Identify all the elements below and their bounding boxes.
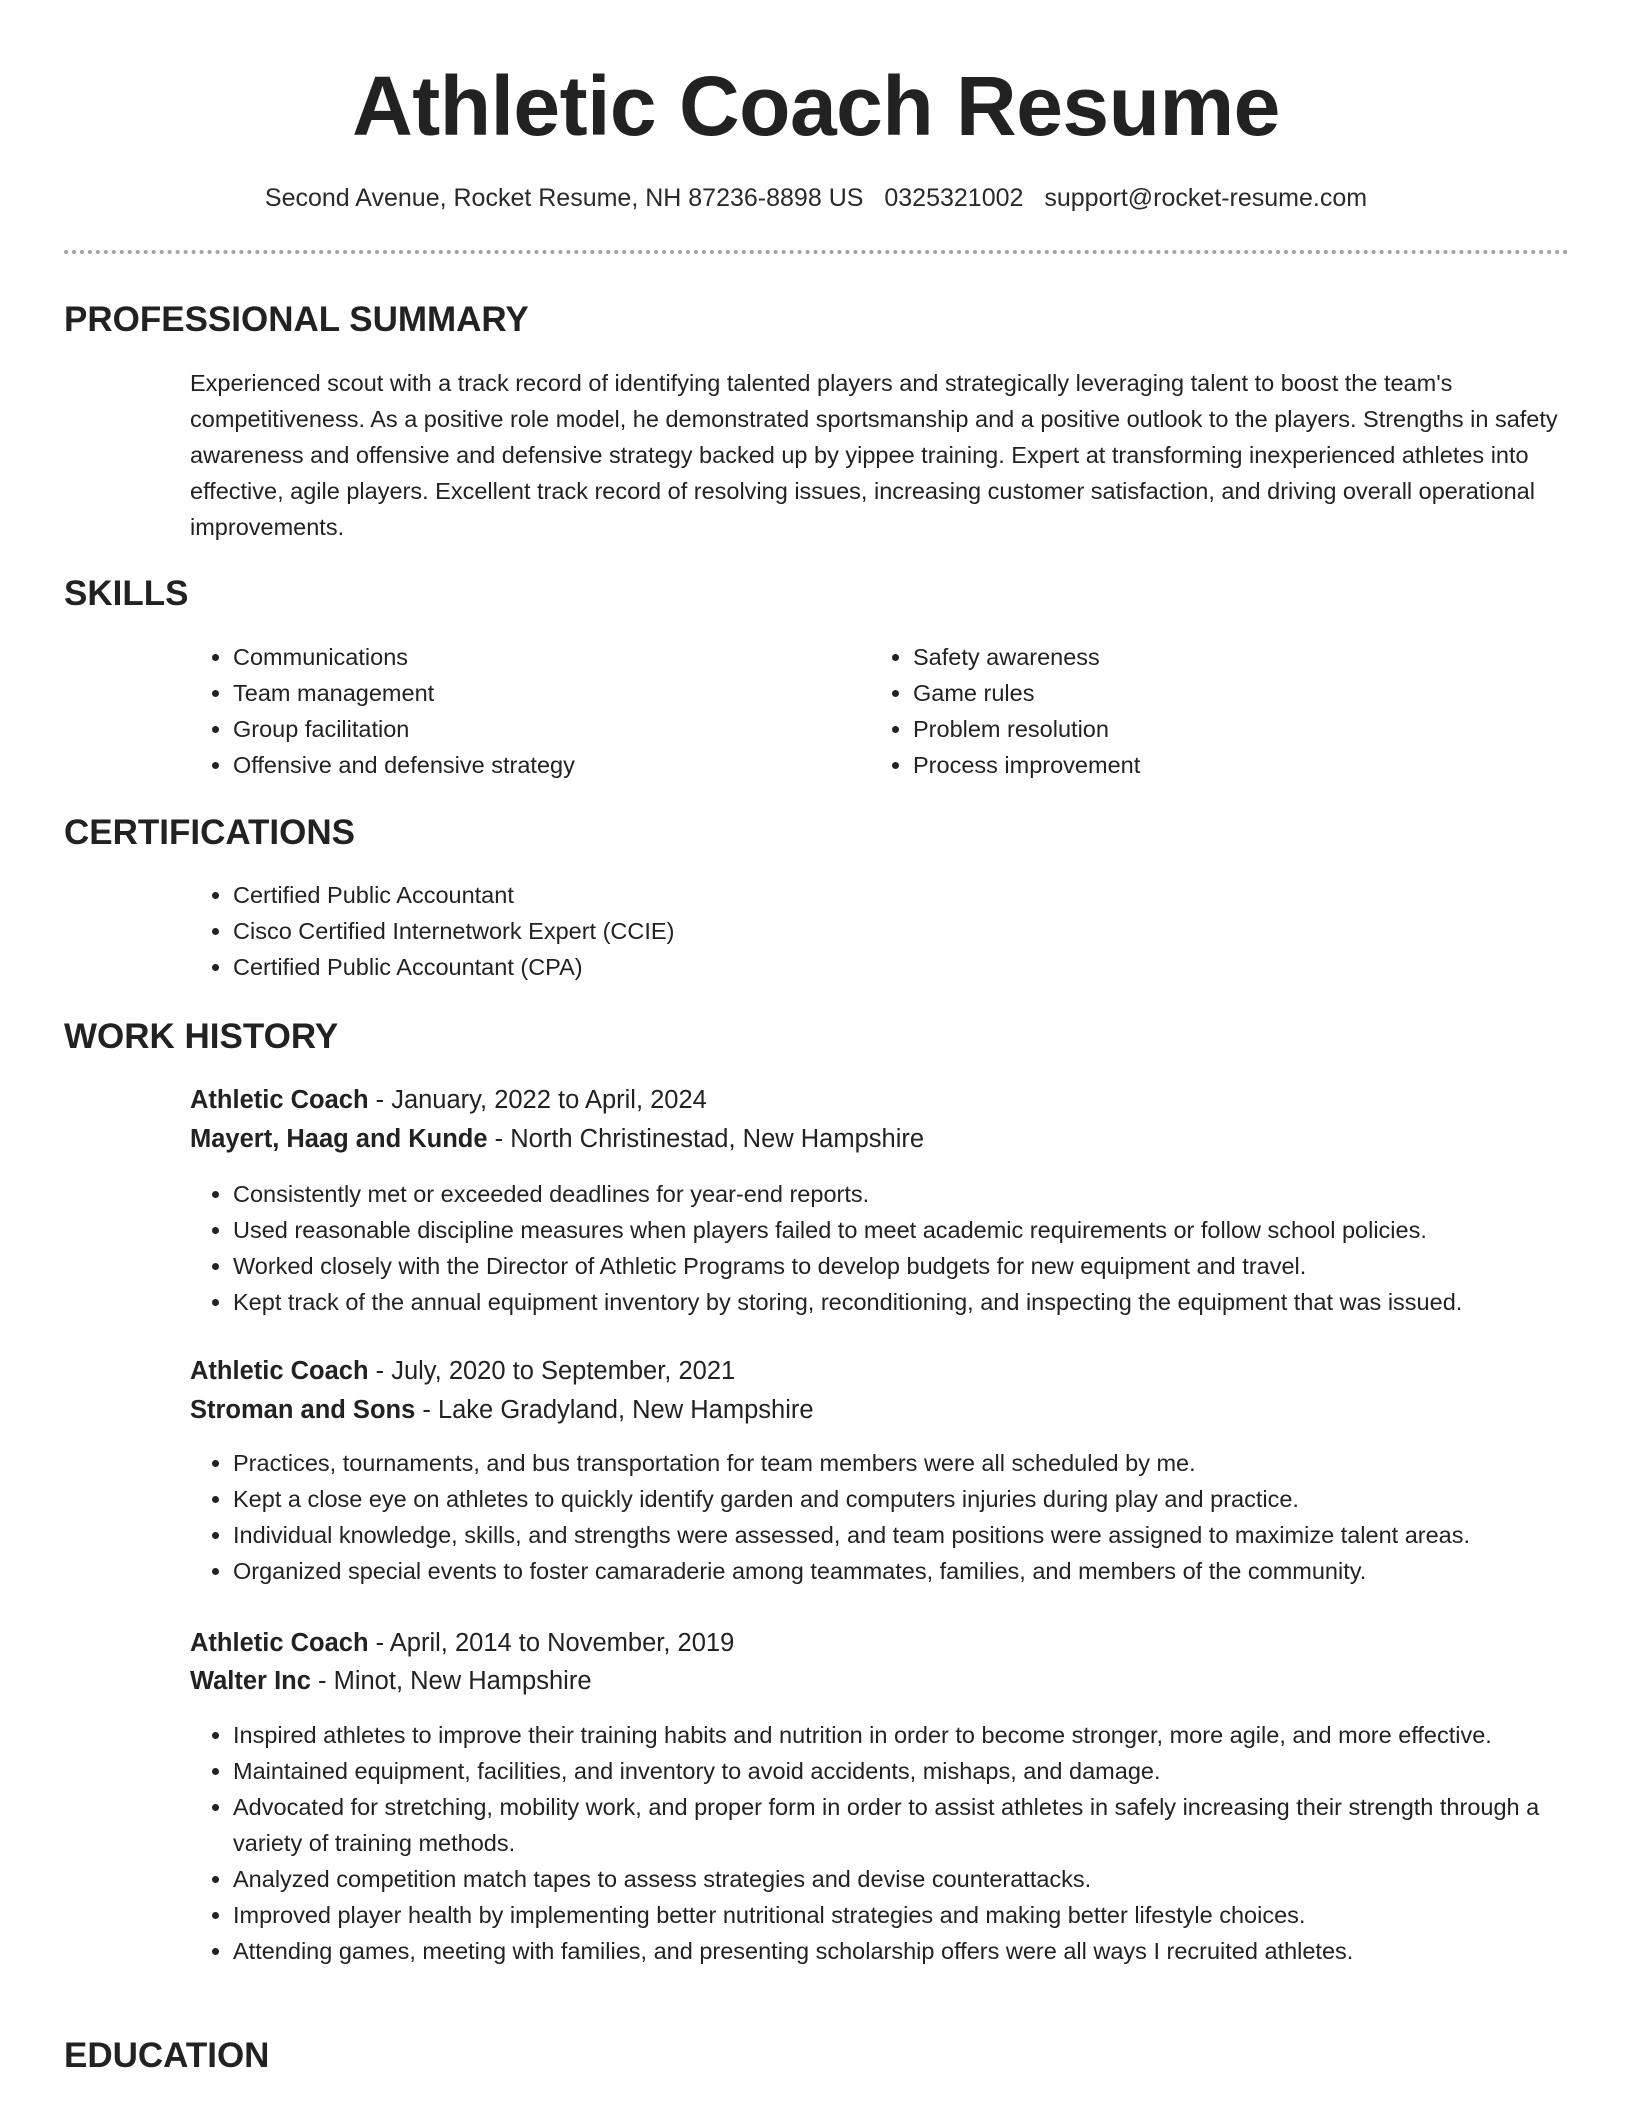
list-item: • Certified Public Accountant (CPA)	[233, 949, 1533, 985]
job-company: Mayert, Haag and Kunde	[190, 1125, 488, 1153]
job-dates: - January, 2022 to April, 2024	[368, 1086, 707, 1114]
job-bullets	[190, 1176, 1632, 1320]
list-item: • Team management	[233, 675, 853, 711]
list-item: • Safety awareness	[913, 639, 1533, 675]
job-company-line	[190, 1120, 924, 1158]
job-title: Athletic Coach	[190, 1357, 369, 1385]
certifications-heading: CERTIFICATIONS	[64, 813, 356, 852]
list-item: • Cisco Certified Internetwork Expert (CCIE)	[233, 913, 1533, 949]
list-item: • Certified Public Accountant	[233, 877, 1533, 913]
list-item: • Consistently met or exceeded deadlines for year-end reports.	[233, 1176, 1632, 1212]
list-item: • Kept a close eye on athletes to quickly identify garden and computers injuries during play and practice.	[233, 1481, 1632, 1517]
job-title-line	[190, 1624, 734, 1662]
header-divider	[64, 250, 1569, 254]
job-dates: - July, 2020 to September, 2021	[368, 1357, 736, 1385]
job-location: - North Christinestad, New Hampshire	[487, 1125, 925, 1153]
list-item: • Inspired athletes to improve their training habits and nutrition in order to become stronger, more agile, and more effective.	[233, 1717, 1613, 1753]
contact-email: support@rocket-resume.com	[1044, 184, 1368, 212]
job-title: Athletic Coach	[190, 1629, 369, 1657]
page-title: Athletic Coach Resume	[352, 59, 1280, 153]
list-item: • Organized special events to foster camaraderie among teammates, families, and members of the community.	[233, 1553, 1632, 1589]
job-company-line	[190, 1391, 814, 1429]
list-item: • Attending games, meeting with families, and presenting scholarship offers were all ways I recruited athletes.	[233, 1933, 1613, 1969]
job-company: Stroman and Sons	[190, 1396, 416, 1424]
job-bullets	[190, 1717, 1613, 1969]
list-item: • Communications	[233, 639, 853, 675]
list-item: • Analyzed competition match tapes to assess strategies and devise counterattacks.	[233, 1861, 1613, 1897]
list-item: • Improved player health by implementing better nutritional strategies and making better lifestyle choices.	[233, 1897, 1613, 1933]
list-item: • Practices, tournaments, and bus transportation for team members were all scheduled by me.	[233, 1445, 1632, 1481]
list-item: • Kept track of the annual equipment inventory by storing, reconditioning, and inspecting the equipment that was issued.	[233, 1284, 1632, 1320]
job-location: - Minot, New Hampshire	[310, 1667, 592, 1695]
list-item: • Process improvement	[913, 747, 1533, 783]
list-item: • Individual knowledge, skills, and strengths were assessed, and team positions were assigned to maximize talent areas.	[233, 1517, 1632, 1553]
list-item: • Advocated for stretching, mobility work, and proper form in order to assist athletes in safely increasing their strength through a variety of training methods.	[233, 1789, 1613, 1861]
education-heading: EDUCATION	[64, 2036, 270, 2075]
list-item: • Group facilitation	[233, 711, 853, 747]
job-title: Athletic Coach	[190, 1086, 369, 1114]
summary-heading: PROFESSIONAL SUMMARY	[64, 300, 529, 339]
list-item: • Used reasonable discipline measures when players failed to meet academic requirements or follow school policies.	[233, 1212, 1632, 1248]
list-item: • Game rules	[913, 675, 1533, 711]
contact-address: Second Avenue, Rocket Resume, NH 87236-8898 US	[264, 184, 864, 212]
work-history-heading: WORK HISTORY	[64, 1017, 339, 1056]
job-company: Walter Inc	[190, 1667, 311, 1695]
summary-text: Experienced scout with a track record of identifying talented players and strategically leveraging talent to boost the team's competitiveness. As a positive role model, he demonstrated sportsmanship and a positive outlook to the players. Strengths in safety awareness and offensive and defensive strategy backed up by yippee training. Expert at transforming inexperienced athletes into effective, agile players. Excellent track record of resolving issues, increasing customer satisfaction, and driving overall operational improvements.	[190, 370, 1558, 540]
job-dates: - April, 2014 to November, 2019	[368, 1629, 735, 1657]
certifications-list	[190, 877, 1533, 985]
list-item: • Worked closely with the Director of Athletic Programs to develop budgets for new equipment and travel.	[233, 1248, 1632, 1284]
job-title-line	[190, 1352, 735, 1390]
job-bullets	[190, 1445, 1632, 1589]
list-item: • Offensive and defensive strategy	[233, 747, 853, 783]
skills-heading: SKILLS	[64, 574, 189, 613]
contact-phone: 0325321002	[884, 184, 1024, 212]
job-title-line	[190, 1081, 707, 1119]
job-location: - Lake Gradyland, New Hampshire	[415, 1396, 814, 1424]
list-item: • Problem resolution	[913, 711, 1533, 747]
job-company-line	[190, 1662, 592, 1700]
skills-list-right	[870, 639, 1533, 783]
skills-list-left	[190, 639, 853, 783]
list-item: • Maintained equipment, facilities, and inventory to avoid accidents, mishaps, and damage.	[233, 1753, 1613, 1789]
contact-line	[0, 180, 1632, 216]
